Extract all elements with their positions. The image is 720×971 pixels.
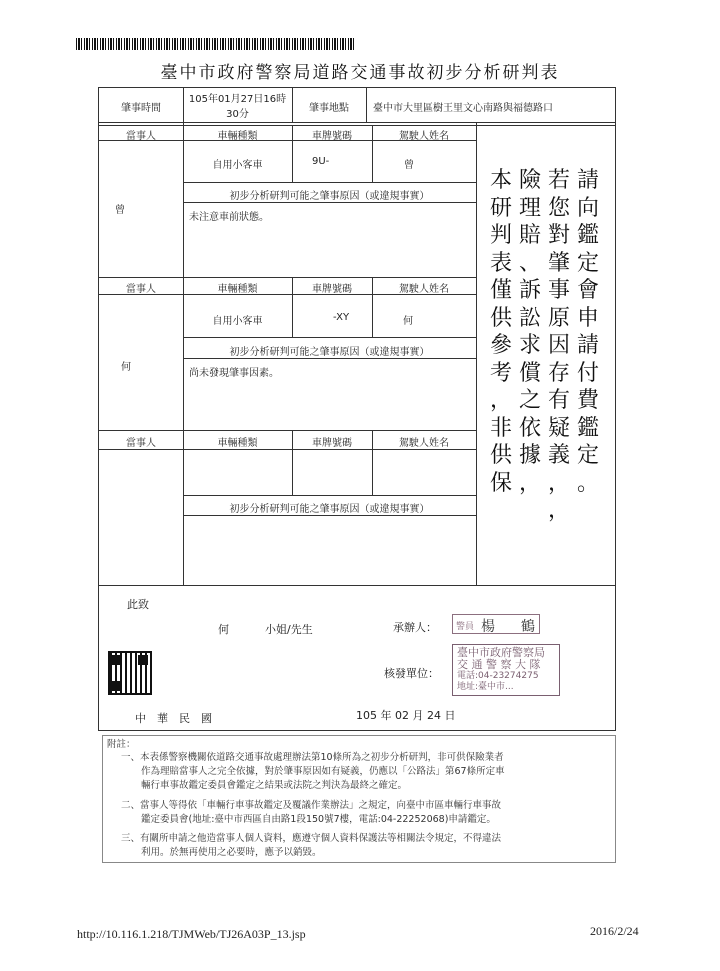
party-2-plate: -XY bbox=[333, 312, 350, 323]
handler-stamp bbox=[452, 614, 540, 634]
place-value: 臺中市大里區樹王里文心南路與福德路口 bbox=[373, 103, 553, 114]
note-line: 輛行車事故鑑定委員會鑑定之結果或法院之判決為最終之確定。 bbox=[141, 780, 408, 791]
footer-date: 2016/2/24 bbox=[590, 924, 639, 938]
notice-glyph: 疑 bbox=[547, 415, 570, 441]
notice-glyph: 表 bbox=[489, 250, 512, 276]
notice-glyph: 理 bbox=[518, 195, 541, 221]
row-divider bbox=[183, 515, 476, 516]
notice-glyph: ， bbox=[547, 498, 570, 523]
plate-label: 車牌號碼 bbox=[312, 131, 352, 142]
notice-glyph: 險 bbox=[518, 168, 541, 193]
party-1-reason: 未注意車前狀態。 bbox=[189, 212, 269, 223]
row-divider bbox=[183, 182, 476, 183]
party-1-reason-label: 初步分析研判可能之肇事原因（或違規事實） bbox=[229, 191, 430, 202]
vehicle-type-label: 車輛種類 bbox=[217, 131, 258, 142]
notice-text-col2 bbox=[544, 167, 574, 525]
vehicle-type-label: 車輛種類 bbox=[217, 438, 258, 449]
note-line: 三、有關所申請之他造當事人個人資料，應遵守個人資料保護法等相關法令規定，不得違法 bbox=[121, 833, 502, 844]
row-divider bbox=[99, 277, 476, 278]
notice-glyph: 因 bbox=[547, 333, 570, 358]
party-label: 當事人 bbox=[126, 284, 156, 295]
vehicle-type-label: 車輛種類 bbox=[217, 284, 258, 295]
notice-glyph: 研 bbox=[489, 195, 512, 221]
footer-url: http://10.116.1.218/TJMWeb/TJ26A03P_13.jsp bbox=[77, 927, 306, 941]
plate-label: 車牌號碼 bbox=[312, 284, 352, 295]
col-divider bbox=[366, 88, 367, 123]
party-1-vehicle: 自用小客車 bbox=[212, 160, 263, 171]
party-2-vehicle: 自用小客車 bbox=[212, 316, 263, 327]
recipient-name: 何 bbox=[218, 623, 229, 636]
notice-glyph: 本 bbox=[489, 168, 512, 193]
party-1-name: 曾 bbox=[115, 205, 125, 216]
issuer-stamp bbox=[452, 644, 560, 696]
notes-box bbox=[102, 735, 616, 863]
issuer-label: 核發單位： bbox=[384, 667, 439, 680]
party-2-name: 何 bbox=[121, 362, 131, 373]
notice-glyph: 考 bbox=[489, 360, 512, 386]
row-divider bbox=[99, 585, 615, 586]
form-title: 臺中市政府警察局道路交通事故初步分析研判表 bbox=[160, 63, 560, 83]
notice-glyph: ， bbox=[489, 388, 512, 413]
notice-column-3 bbox=[515, 167, 545, 497]
notice-glyph: 僅 bbox=[489, 278, 512, 303]
row-divider bbox=[99, 449, 476, 450]
party-2-reason: 尚未發現肇事因素。 bbox=[189, 368, 279, 379]
notice-glyph: 向 bbox=[576, 195, 599, 221]
row-divider bbox=[183, 202, 476, 203]
stamp-line: 臺中市政府警察局 bbox=[457, 646, 545, 659]
issue-date: 105 年 02 月 24 日 bbox=[356, 709, 456, 722]
party-label: 當事人 bbox=[126, 438, 156, 449]
notice-glyph: 若 bbox=[547, 168, 570, 193]
row-divider bbox=[183, 358, 476, 359]
redaction bbox=[329, 154, 363, 168]
note-line: 鑑定委員會(地址:臺中市西區自由路1段150號7樓，電話:04-22252068)申請鑑定。 bbox=[141, 814, 496, 825]
notice-glyph: 參 bbox=[489, 333, 512, 358]
notice-glyph: 對 bbox=[547, 223, 570, 248]
time-label: 肇事時間 bbox=[121, 103, 161, 114]
notice-glyph: 存 bbox=[547, 360, 570, 386]
notice-column-2 bbox=[544, 167, 574, 525]
party-2-reason-label: 初步分析研判可能之肇事原因（或違規事實） bbox=[229, 347, 430, 358]
notice-glyph: 原 bbox=[547, 305, 570, 331]
notice-column-4 bbox=[486, 167, 516, 497]
notice-glyph: 、 bbox=[518, 250, 541, 276]
driver-label: 駕駛人姓名 bbox=[399, 284, 449, 295]
notice-glyph: 定 bbox=[576, 250, 599, 276]
note-line: 一、本表係警察機關依道路交通事故處理辦法第10條所為之初步分析研判，非可供保險業者 bbox=[121, 752, 504, 763]
party-1-plate: 9U- bbox=[312, 156, 330, 167]
notice-glyph: 償 bbox=[518, 360, 541, 386]
notice-glyph: 判 bbox=[489, 223, 512, 248]
row-divider bbox=[99, 430, 476, 431]
time-value-line1: 105年01月27日16時 bbox=[188, 94, 287, 105]
row-divider bbox=[99, 122, 615, 123]
party-3-reason-label: 初步分析研判可能之肇事原因（或違規事實） bbox=[229, 504, 430, 515]
note-line: 利用。於無再使用之必要時，應予以銷毀。 bbox=[141, 847, 322, 858]
handler-stamp-prefix: 警員 bbox=[456, 622, 475, 632]
driver-label: 駕駛人姓名 bbox=[399, 131, 449, 142]
col-divider bbox=[476, 122, 477, 585]
place-label: 肇事地點 bbox=[309, 103, 349, 114]
notice-glyph: 據 bbox=[518, 443, 541, 468]
notice-glyph: 定 bbox=[576, 443, 599, 468]
handler-stamp-name1: 楊 bbox=[481, 619, 495, 635]
row-divider bbox=[99, 125, 615, 126]
notice-glyph: 義 bbox=[547, 443, 570, 468]
nation-label: 中 華 民 國 bbox=[135, 712, 212, 725]
plate-label: 車牌號碼 bbox=[312, 438, 352, 449]
notice-glyph: 賠 bbox=[518, 223, 541, 248]
notice-text-col1 bbox=[573, 167, 603, 497]
notice-text-col3 bbox=[515, 167, 545, 497]
notice-glyph: 鑑 bbox=[576, 415, 599, 441]
party-2-driver: 何 bbox=[403, 316, 413, 327]
salutation: 此致 bbox=[127, 598, 149, 611]
notice-glyph: 供 bbox=[489, 443, 512, 468]
handler-stamp-name2: 鶴 bbox=[521, 619, 535, 635]
notice-glyph: 有 bbox=[547, 388, 570, 413]
notice-glyph: 非 bbox=[489, 415, 512, 441]
notice-glyph: 供 bbox=[489, 305, 512, 331]
notice-glyph: 會 bbox=[576, 278, 599, 303]
row-divider bbox=[183, 495, 476, 496]
notice-glyph: 肇 bbox=[547, 250, 570, 276]
notice-glyph: 保 bbox=[489, 470, 512, 496]
notice-glyph: 事 bbox=[547, 278, 570, 303]
notice-glyph: 費 bbox=[576, 388, 599, 413]
notice-glyph: ， bbox=[547, 470, 570, 496]
notes-heading: 附註： bbox=[107, 739, 136, 750]
notice-glyph: 。 bbox=[576, 470, 599, 496]
notice-glyph: 您 bbox=[547, 195, 570, 221]
note-line: 二、當事人等得依「車輛行車事故鑑定及覆議作業辦法」之規定，向臺中市區車輛行車事故 bbox=[121, 800, 502, 811]
notice-text-col4 bbox=[486, 167, 516, 497]
notice-glyph: 訴 bbox=[518, 278, 541, 303]
notice-glyph: 之 bbox=[518, 388, 541, 413]
notice-glyph: 依 bbox=[518, 415, 541, 441]
time-value-line2: 30分 bbox=[226, 109, 249, 120]
party-1-driver: 曾 bbox=[404, 160, 414, 171]
notice-glyph: 鑑 bbox=[576, 223, 599, 248]
handler-label: 承辦人： bbox=[393, 621, 437, 634]
stamp-line: 地址:臺中市... bbox=[457, 682, 514, 692]
stamp-line: 交 通 警 察 大 隊 bbox=[457, 658, 541, 671]
notice-glyph: 訟 bbox=[518, 305, 541, 331]
notice-glyph: 請 bbox=[576, 168, 599, 193]
notice-glyph: 付 bbox=[576, 360, 599, 386]
stamp-line: 電話:04-23274275 bbox=[457, 671, 539, 681]
notice-glyph: 申 bbox=[576, 305, 599, 331]
notice-column-1 bbox=[573, 167, 603, 497]
party-label: 當事人 bbox=[126, 131, 156, 142]
notice-glyph: 求 bbox=[518, 333, 541, 358]
redaction bbox=[129, 201, 157, 213]
driver-label: 駕駛人姓名 bbox=[399, 438, 449, 449]
qr-code bbox=[108, 651, 152, 695]
recipient-suffix: 小姐/先生 bbox=[265, 623, 313, 636]
document-barcode bbox=[76, 38, 356, 50]
row-divider bbox=[183, 337, 476, 338]
notice-glyph: 請 bbox=[576, 333, 599, 358]
notice-glyph: ， bbox=[518, 470, 541, 496]
note-line: 作為理賠當事人之完全依據，對於肇事原因如有疑義，仍應以「公路法」第67條所定車 bbox=[141, 766, 505, 777]
